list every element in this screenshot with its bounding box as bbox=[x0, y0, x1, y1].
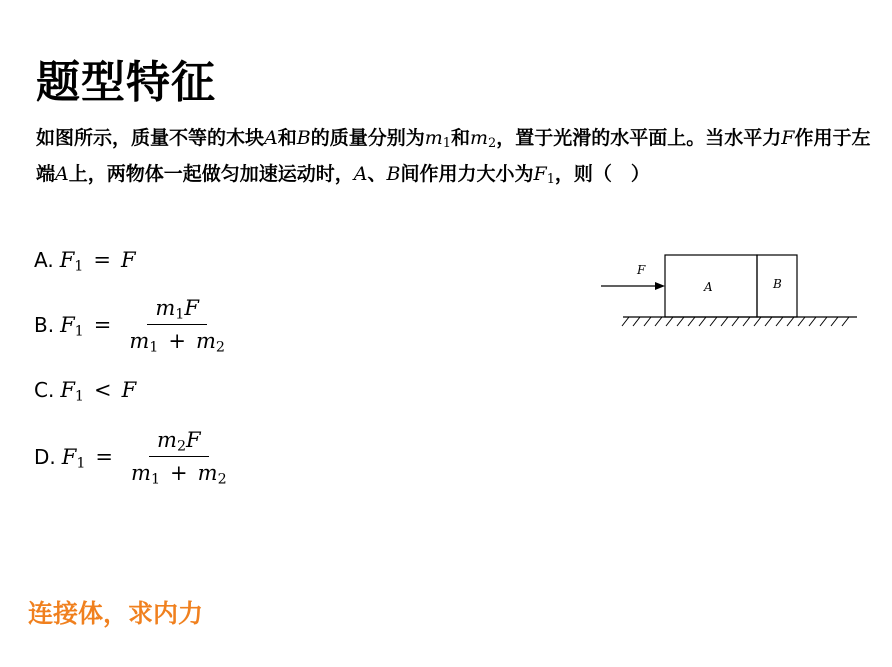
hatch-mark bbox=[644, 317, 651, 326]
symbol-m1 bbox=[424, 127, 451, 152]
subscript: 2 bbox=[176, 438, 187, 455]
hatch-mark bbox=[655, 317, 662, 326]
denominator bbox=[125, 457, 233, 488]
formula-rhs: F bbox=[120, 248, 136, 272]
formula-rhs: F bbox=[121, 378, 137, 402]
operator: = bbox=[93, 312, 112, 337]
subscript: 1 bbox=[76, 455, 86, 472]
symbol-m: m bbox=[195, 329, 216, 353]
footer-topic: 连接体，求内力 bbox=[28, 599, 204, 628]
formula-lhs bbox=[60, 378, 84, 405]
symbol-m2 bbox=[470, 127, 497, 152]
force-label: F bbox=[637, 263, 646, 277]
option-b-label: B. bbox=[34, 312, 55, 337]
option-c-label: C. bbox=[34, 378, 55, 402]
operator: = bbox=[93, 248, 111, 272]
question-text-5: ，置于光滑的水平面上。当水平力 bbox=[496, 127, 782, 149]
subscript: 2 bbox=[215, 339, 225, 356]
question-text-7: 上，两物体一起做匀加速运动时， bbox=[68, 163, 354, 185]
operator: = bbox=[95, 444, 114, 469]
block-b-label: B bbox=[773, 277, 782, 291]
subscript: 1 bbox=[74, 323, 84, 340]
formula-lhs bbox=[60, 312, 84, 340]
hatch-mark bbox=[831, 317, 838, 326]
question-text-8: 、 bbox=[367, 163, 387, 185]
symbol-b: B bbox=[386, 163, 401, 185]
hatch-mark bbox=[765, 317, 772, 326]
option-d-label: D. bbox=[34, 444, 56, 469]
question-text-10: ，则（ ） bbox=[554, 163, 650, 185]
blocks-diagram bbox=[595, 250, 865, 335]
symbol-m: m bbox=[197, 461, 218, 485]
block-a-label: A bbox=[704, 280, 713, 294]
page-title: 题型特征 bbox=[36, 57, 216, 108]
symbol-m: m bbox=[157, 428, 177, 452]
symbol-f: F bbox=[61, 444, 77, 469]
option-d[interactable] bbox=[34, 428, 233, 488]
hatch-mark bbox=[754, 317, 761, 326]
hatch-mark bbox=[743, 317, 750, 326]
hatch-mark bbox=[721, 317, 728, 326]
symbol-f: F bbox=[59, 248, 75, 272]
subscript: 1 bbox=[149, 339, 159, 356]
hatch-mark bbox=[677, 317, 684, 326]
ground-hatching bbox=[622, 317, 849, 326]
formula-lhs bbox=[61, 444, 86, 472]
question-text-3: 的质量分别为 bbox=[310, 127, 425, 149]
plus-sign: + bbox=[168, 329, 186, 353]
symbol-f: F bbox=[781, 127, 795, 149]
fraction bbox=[123, 296, 231, 356]
symbol-f1 bbox=[533, 163, 555, 188]
symbol-f: F bbox=[186, 428, 201, 452]
hatch-mark bbox=[798, 317, 805, 326]
symbol-m: m bbox=[424, 127, 443, 149]
symbol-f: F bbox=[60, 312, 75, 337]
hatch-mark bbox=[622, 317, 629, 326]
symbol-m: m bbox=[470, 127, 489, 149]
option-a[interactable] bbox=[34, 248, 136, 275]
option-b-formula bbox=[60, 296, 231, 356]
hatch-mark bbox=[699, 317, 706, 326]
denominator bbox=[123, 325, 231, 356]
subscript: 1 bbox=[175, 306, 185, 323]
question-text-2: 和 bbox=[277, 127, 297, 149]
fraction bbox=[125, 428, 233, 488]
symbol-a: A bbox=[353, 163, 368, 185]
numerator bbox=[149, 428, 209, 457]
operator: < bbox=[93, 378, 112, 402]
symbol-f: F bbox=[533, 163, 547, 185]
subscript: 2 bbox=[217, 471, 227, 488]
plus-sign: + bbox=[170, 461, 188, 485]
hatch-mark bbox=[688, 317, 695, 326]
symbol-m: m bbox=[155, 296, 176, 320]
symbol-b: B bbox=[296, 127, 311, 149]
hatch-mark bbox=[633, 317, 640, 326]
hatch-mark bbox=[710, 317, 717, 326]
option-a-label: A. bbox=[34, 248, 54, 272]
hatch-mark bbox=[820, 317, 827, 326]
hatch-mark bbox=[809, 317, 816, 326]
question-text-1: 如图所示，质量不等的木块 bbox=[36, 127, 265, 149]
option-b[interactable] bbox=[34, 296, 231, 356]
option-d-formula bbox=[61, 428, 233, 488]
hatch-mark bbox=[787, 317, 794, 326]
subscript: 1 bbox=[74, 388, 84, 405]
hatch-mark bbox=[842, 317, 849, 326]
question-text-9: 间作用力大小为 bbox=[400, 163, 534, 185]
subscript: 1 bbox=[150, 471, 161, 488]
option-c-formula bbox=[60, 378, 137, 405]
subscript-1: 1 bbox=[546, 172, 555, 188]
question-text bbox=[36, 120, 872, 192]
option-a-formula bbox=[59, 248, 136, 275]
symbol-f: F bbox=[184, 296, 199, 320]
hatch-mark bbox=[666, 317, 673, 326]
hatch-mark bbox=[776, 317, 783, 326]
symbol-m: m bbox=[131, 461, 151, 485]
numerator bbox=[147, 296, 207, 325]
force-arrow-head bbox=[655, 282, 665, 290]
subscript-2: 2 bbox=[488, 136, 497, 152]
formula-lhs bbox=[59, 248, 84, 275]
symbol-a: A bbox=[264, 127, 278, 149]
question-text-6: 作用于左端 bbox=[36, 127, 871, 185]
hatch-mark bbox=[732, 317, 739, 326]
subscript: 1 bbox=[74, 258, 84, 275]
symbol-m: m bbox=[129, 329, 150, 353]
subscript-1: 1 bbox=[442, 136, 451, 152]
option-c[interactable] bbox=[34, 378, 137, 405]
question-text-4: 和 bbox=[451, 127, 471, 149]
symbol-a: A bbox=[55, 163, 69, 185]
symbol-f: F bbox=[60, 378, 75, 402]
